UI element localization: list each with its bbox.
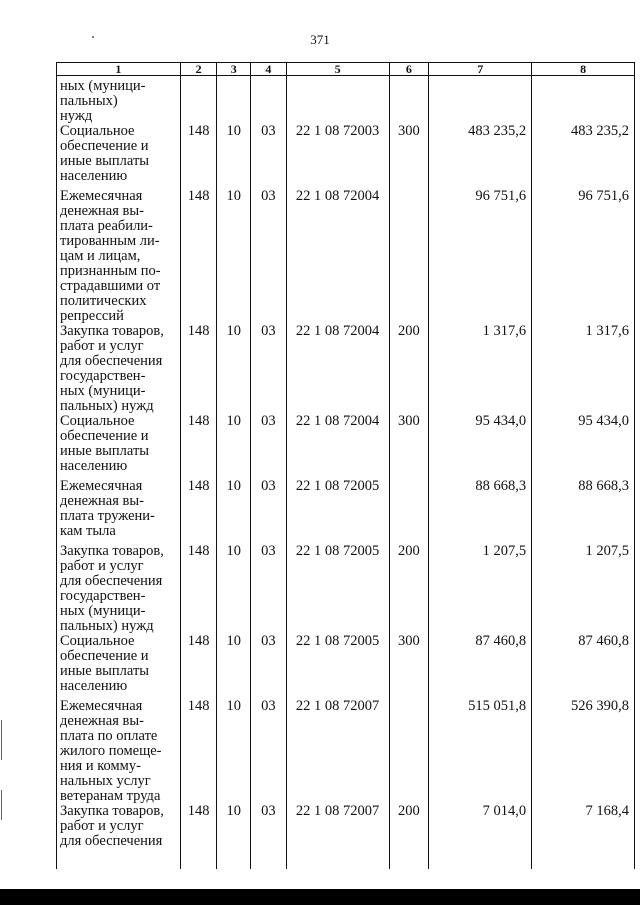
cell-expense-type: 300: [389, 634, 429, 699]
column-header-4: 4: [251, 63, 287, 76]
cell-target-article: 22 1 08 72005: [286, 634, 389, 699]
cell-expense-type: 300: [389, 124, 429, 189]
cell-expense-type: 300: [389, 414, 429, 479]
cell-section-code: 10: [217, 804, 251, 869]
cell-target-article: 22 1 08 72007: [286, 699, 389, 804]
column-header-5: 5: [286, 63, 389, 76]
cell-grbs-code: 148: [180, 324, 217, 414]
cell-target-article: 22 1 08 72004: [286, 189, 389, 324]
cell-section-code: 10: [217, 324, 251, 414]
cell-empty: [180, 76, 217, 125]
cell-amount-year-1: 1 207,5: [429, 544, 532, 634]
column-header-6: 6: [389, 63, 429, 76]
cell-grbs-code: 148: [180, 634, 217, 699]
cell-section-code: 10: [217, 124, 251, 189]
column-header-3: 3: [217, 63, 251, 76]
scan-margin-mark: [1, 790, 2, 820]
cell-expense-type: 200: [389, 804, 429, 869]
budget-table: [56, 62, 635, 869]
cell-subsection-code: 03: [251, 634, 287, 699]
scan-margin-mark: [1, 720, 2, 760]
cell-section-code: 10: [217, 479, 251, 544]
row-description: Закупка товаров, работ и услуг для обеспечения: [57, 804, 181, 869]
cell-section-code: 10: [217, 699, 251, 804]
cell-amount-year-1: 483 235,2: [429, 124, 532, 189]
cell-amount-year-2: 7 168,4: [532, 804, 635, 869]
cell-amount-year-2: 483 235,2: [532, 124, 635, 189]
cell-grbs-code: 148: [180, 189, 217, 324]
cell-amount-year-1: 7 014,0: [429, 804, 532, 869]
cell-amount-year-2: 1 207,5: [532, 544, 635, 634]
cell-empty: [217, 76, 251, 125]
cell-amount-year-1: 88 668,3: [429, 479, 532, 544]
cell-subsection-code: 03: [251, 479, 287, 544]
header-row: [57, 63, 635, 76]
row-description: Социальное обеспечение и иные выплаты населению: [57, 414, 181, 479]
column-header-1: 1: [57, 63, 181, 76]
page-number: 371: [310, 32, 330, 47]
cell-subsection-code: 03: [251, 324, 287, 414]
cell-empty: [286, 76, 389, 125]
row-description: Ежемесячная денежная вы- плата тружени- кам тыла: [57, 479, 181, 544]
cell-amount-year-1: 87 460,8: [429, 634, 532, 699]
cell-amount-year-1: 95 434,0: [429, 414, 532, 479]
row-description: Ежемесячная денежная вы- плата реабили- тированным ли- цам и лицам, признанным по- страдавшими от политических репрессий: [57, 189, 181, 324]
row-description: ных (муници- пальных) нужд: [57, 76, 181, 125]
cell-subsection-code: 03: [251, 189, 287, 324]
cell-subsection-code: 03: [251, 699, 287, 804]
cell-amount-year-2: 96 751,6: [532, 189, 635, 324]
column-header-2: 2: [180, 63, 217, 76]
cell-expense-type: 200: [389, 544, 429, 634]
scan-speck: [92, 36, 94, 38]
table-row: [57, 189, 635, 324]
table-row: [57, 544, 635, 634]
cell-grbs-code: 148: [180, 124, 217, 189]
table-row: [57, 699, 635, 804]
cell-amount-year-2: 87 460,8: [532, 634, 635, 699]
cell-amount-year-1: 515 051,8: [429, 699, 532, 804]
cell-grbs-code: 148: [180, 479, 217, 544]
cell-amount-year-2: 88 668,3: [532, 479, 635, 544]
column-header-7: 7: [429, 63, 532, 76]
row-description: Социальное обеспечение и иные выплаты населению: [57, 634, 181, 699]
cell-grbs-code: 148: [180, 414, 217, 479]
cell-amount-year-2: 526 390,8: [532, 699, 635, 804]
cell-empty: [429, 76, 532, 125]
row-description: Социальное обеспечение и иные выплаты населению: [57, 124, 181, 189]
table-row: [57, 414, 635, 479]
column-header-8: 8: [532, 63, 635, 76]
cell-expense-type: [389, 189, 429, 324]
table-row-continued: [57, 76, 635, 125]
row-description: Закупка товаров, работ и услуг для обеспечения государствен- ных (муници- пальных) нужд: [57, 324, 181, 414]
cell-section-code: 10: [217, 414, 251, 479]
cell-amount-year-2: 1 317,6: [532, 324, 635, 414]
cell-target-article: 22 1 08 72004: [286, 414, 389, 479]
cell-target-article: 22 1 08 72005: [286, 544, 389, 634]
cell-amount-year-2: 95 434,0: [532, 414, 635, 479]
row-description: Закупка товаров, работ и услуг для обеспечения государствен- ных (муници- пальных) нужд: [57, 544, 181, 634]
table-row: [57, 634, 635, 699]
table-row: [57, 324, 635, 414]
scan-bottom-edge: [0, 889, 640, 905]
cell-subsection-code: 03: [251, 124, 287, 189]
cell-section-code: 10: [217, 189, 251, 324]
cell-grbs-code: 148: [180, 544, 217, 634]
cell-target-article: 22 1 08 72007: [286, 804, 389, 869]
cell-amount-year-1: 96 751,6: [429, 189, 532, 324]
cell-empty: [251, 76, 287, 125]
cell-subsection-code: 03: [251, 414, 287, 479]
cell-grbs-code: 148: [180, 699, 217, 804]
cell-empty: [389, 76, 429, 125]
row-description: Ежемесячная денежная вы- плата по оплате жилого помеще- ния и комму- нальных услуг ветеранам труда: [57, 699, 181, 804]
cell-empty: [532, 76, 635, 125]
cell-section-code: 10: [217, 544, 251, 634]
cell-subsection-code: 03: [251, 804, 287, 869]
cell-section-code: 10: [217, 634, 251, 699]
cell-target-article: 22 1 08 72004: [286, 324, 389, 414]
cell-amount-year-1: 1 317,6: [429, 324, 532, 414]
cell-grbs-code: 148: [180, 804, 217, 869]
table-row: [57, 804, 635, 869]
cell-subsection-code: 03: [251, 544, 287, 634]
cell-expense-type: [389, 699, 429, 804]
cell-expense-type: 200: [389, 324, 429, 414]
table-row: [57, 479, 635, 544]
cell-target-article: 22 1 08 72005: [286, 479, 389, 544]
budget-table-container: [56, 62, 635, 869]
cell-expense-type: [389, 479, 429, 544]
cell-target-article: 22 1 08 72003: [286, 124, 389, 189]
table-row: [57, 124, 635, 189]
